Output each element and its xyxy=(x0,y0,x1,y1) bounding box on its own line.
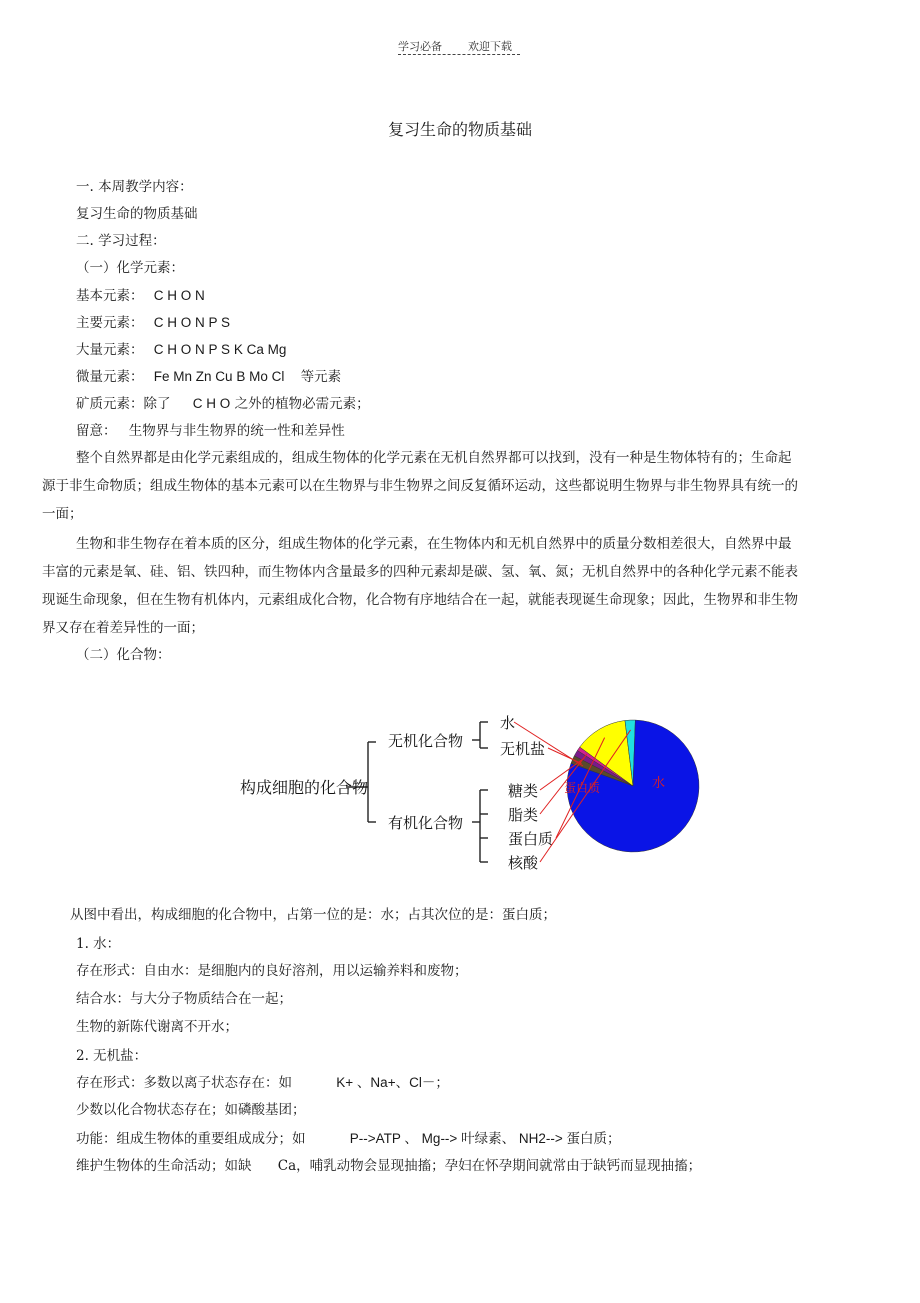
header-divider xyxy=(398,54,520,55)
micro-elements-suffix: 等元素 xyxy=(300,369,342,385)
macro-elements xyxy=(76,341,286,359)
macro-elements-label: 大量元素： xyxy=(76,342,144,358)
header-right: 欢迎下载 xyxy=(468,40,512,53)
note-value: 生物界与非生物界的统一性和差异性 xyxy=(128,423,345,439)
salt-heading: 2. 无机盐： xyxy=(76,1048,148,1064)
inorganic-label: 无机化合物 xyxy=(388,732,464,750)
pie-label-protein: 蛋白质 xyxy=(564,781,601,795)
section1-heading: 一. 本周教学内容： xyxy=(76,179,193,195)
basic-elements xyxy=(76,287,205,305)
header-left: 学习必备 xyxy=(398,40,442,53)
compound-diagram xyxy=(230,700,710,880)
item-sugar: 糖类 xyxy=(508,782,539,800)
mineral-elements-label: 矿质元素：除了 xyxy=(76,396,171,412)
organic-label: 有机化合物 xyxy=(388,814,464,832)
salt-form-ions: K+ 、Na+、Cl－； xyxy=(336,1075,449,1090)
salt-form-label: 存在形式：多数以离子状态存在：如 xyxy=(76,1075,292,1091)
water-free: 存在形式：自由水：是细胞内的良好溶剂，用以运输养料和废物； xyxy=(76,963,468,979)
water-metabolism: 生物的新陈代谢离不开水； xyxy=(76,1019,238,1035)
main-elements-label: 主要元素： xyxy=(76,315,144,331)
mineral-elements-suffix: 之外的植物必需元素； xyxy=(234,396,370,412)
micro-elements xyxy=(76,368,341,386)
salt-function-label: 功能：组成生物体的重要组成成分；如 xyxy=(76,1131,306,1147)
mineral-elements-value: C H O xyxy=(192,396,231,411)
salt-maintain-label: 维护生物体的生命活动；如缺 xyxy=(76,1158,252,1174)
salt-compound: 少数以化合物状态存在；如磷酸基团； xyxy=(76,1102,306,1118)
page-header xyxy=(398,38,520,54)
main-elements xyxy=(76,314,230,332)
part1-heading: （一）化学元素： xyxy=(76,260,184,276)
diagram-root-label: 构成细胞的化合物 xyxy=(240,778,369,797)
compound-diagram-svg xyxy=(230,700,710,880)
item-water: 水 xyxy=(500,714,516,732)
main-elements-value: C H O N P S xyxy=(153,315,231,330)
basic-elements-label: 基本元素： xyxy=(76,288,144,304)
conclusion: 从图中看出，构成细胞的化合物中，占第一位的是：水；占其次位的是：蛋白质； xyxy=(70,907,556,923)
unity-paragraph: 整个自然界都是由化学元素组成的，组成生物体的化学元素在无机自然界都可以找到，没有一种是生物体特有的；生命起源于非生命物质；组成生物体的基本元素可以在生物界与非生物界之间反复循环运动，这些都说明生物界与非生物界具有统一的一面； xyxy=(42,450,798,522)
water-heading: 1. 水： xyxy=(76,936,121,952)
macro-elements-value: C H O N P S K Ca Mg xyxy=(153,342,287,357)
water-bound: 结合水：与大分子物质结合在一起； xyxy=(76,991,292,1007)
micro-elements-value: Fe Mn Zn Cu B Mo Cl xyxy=(153,369,285,384)
mineral-elements xyxy=(76,395,370,413)
micro-elements-label: 微量元素： xyxy=(76,369,144,385)
page-title: 复习生命的物质基础 xyxy=(387,120,532,139)
salt-maintain xyxy=(76,1157,701,1175)
basic-elements-value: C H O N xyxy=(153,288,205,303)
item-nucleic-acid: 核酸 xyxy=(508,854,539,872)
section1-content: 复习生命的物质基础 xyxy=(76,206,198,222)
item-lipid: 脂类 xyxy=(508,806,539,824)
item-protein: 蛋白质 xyxy=(508,830,554,848)
salt-function xyxy=(76,1130,620,1148)
pie-label-water: 水 xyxy=(652,776,666,791)
section2-heading: 二. 学习过程： xyxy=(76,233,166,249)
note-line xyxy=(76,422,345,440)
note-label: 留意： xyxy=(76,423,117,439)
salt-maintain-rest: Ca，哺乳动物会显现抽搐；孕妇在怀孕期间就常由于缺钙而显现抽搐； xyxy=(277,1158,702,1174)
part2-heading: （二）化合物： xyxy=(76,647,171,663)
salt-function-items: P-->ATP 、 Mg--> 叶绿素、 NH2--> 蛋白质； xyxy=(349,1131,621,1146)
item-inorganic-salt: 无机盐 xyxy=(500,740,546,758)
difference-paragraph: 生物和非生物存在着本质的区分，组成生物体的化学元素，在生物体内和无机自然界中的质量分数相差很大，自然界中最丰富的元素是氧、硅、铝、铁四种，而生物体内含量最多的四种元素却是碳、氢、氧、氮；无机自然界中的各种化学元素不能表现诞生命现象，但在生物有机体内，元素组成化合物，化合物有序地结合在一起，就能表现诞生命现象；因此，生物界和非生物界又存在着差异性的一面； xyxy=(42,536,798,636)
salt-form xyxy=(76,1074,449,1092)
